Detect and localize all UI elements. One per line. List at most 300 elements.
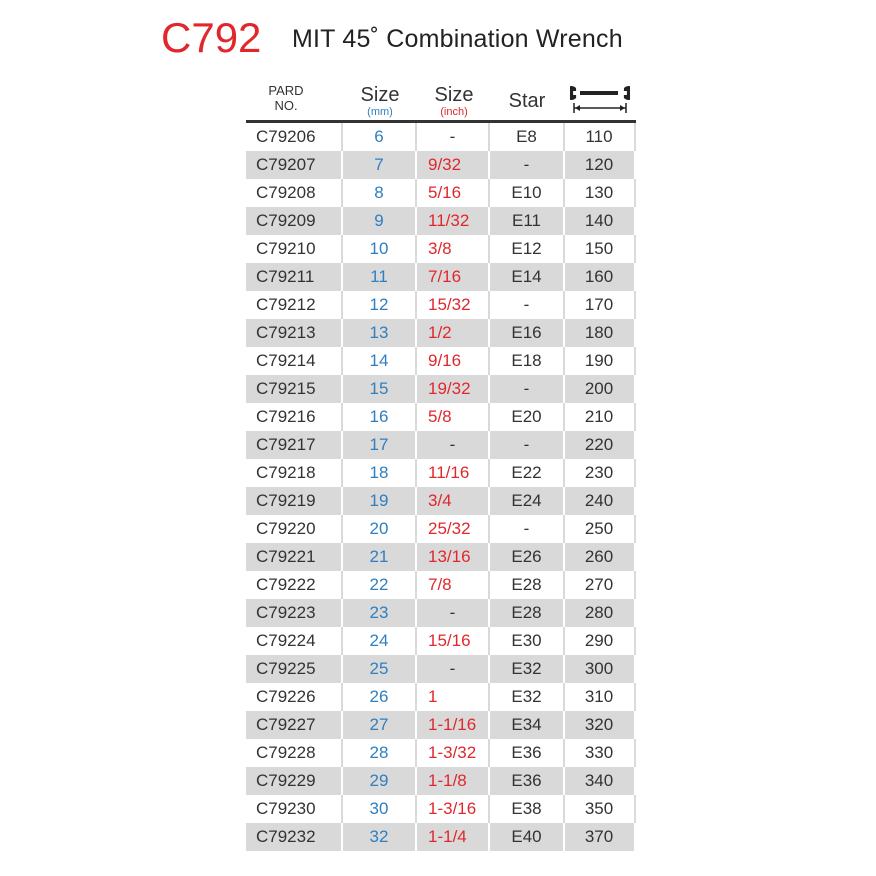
column-divider xyxy=(341,375,343,403)
size-inch-cell: 5/16 xyxy=(428,183,462,202)
spec-table xyxy=(246,80,636,851)
star-size-cell: E8 xyxy=(516,127,537,146)
size-mm-cell: 26 xyxy=(369,687,389,706)
column-divider xyxy=(563,403,565,431)
column-divider xyxy=(341,235,343,263)
column-divider xyxy=(563,571,565,599)
length-cell: 160 xyxy=(584,267,614,286)
column-divider xyxy=(488,123,490,151)
column-divider xyxy=(488,151,490,179)
column-divider xyxy=(415,347,417,375)
star-size-cell: E36 xyxy=(511,771,542,790)
length-cell: 300 xyxy=(584,659,614,678)
size-mm-cell: 22 xyxy=(369,575,389,594)
column-divider xyxy=(563,655,565,683)
size-inch-cell: - xyxy=(449,127,456,146)
part-number-cell: C79232 xyxy=(256,827,316,846)
table-row xyxy=(246,683,636,711)
column-divider xyxy=(634,599,636,627)
column-divider xyxy=(415,767,417,795)
star-size-cell: E20 xyxy=(511,407,542,426)
table-row xyxy=(246,207,636,235)
size-mm-cell: 16 xyxy=(369,407,389,426)
column-divider xyxy=(341,487,343,515)
column-divider xyxy=(634,151,636,179)
part-number-cell: C79208 xyxy=(256,183,316,202)
table-row xyxy=(246,571,636,599)
column-divider xyxy=(563,151,565,179)
size-inch-cell: 1/2 xyxy=(428,323,452,342)
column-divider xyxy=(563,515,565,543)
column-divider xyxy=(341,403,343,431)
length-cell: 220 xyxy=(584,435,614,454)
table-row xyxy=(246,655,636,683)
length-cell: 280 xyxy=(584,603,614,622)
size-inch-cell: 25/32 xyxy=(428,519,471,538)
size-inch-cell: 11/32 xyxy=(428,211,470,230)
length-cell: 200 xyxy=(584,379,614,398)
part-number-cell: C79216 xyxy=(256,407,316,426)
length-cell: 240 xyxy=(584,491,614,510)
column-divider xyxy=(488,655,490,683)
column-divider xyxy=(488,711,490,739)
size-mm-cell: 17 xyxy=(369,435,389,454)
header-size-inch-unit: (inch) xyxy=(440,106,468,118)
column-divider xyxy=(488,179,490,207)
star-size-cell: E26 xyxy=(511,547,542,566)
table-row xyxy=(246,431,636,459)
size-inch-cell: 1-1/8 xyxy=(428,771,467,790)
table-row xyxy=(246,627,636,655)
column-divider xyxy=(563,235,565,263)
header-part-line1: PARD xyxy=(268,83,304,98)
column-divider xyxy=(634,543,636,571)
column-divider xyxy=(341,683,343,711)
column-divider xyxy=(415,515,417,543)
column-divider xyxy=(634,235,636,263)
column-divider xyxy=(488,515,490,543)
size-mm-cell: 25 xyxy=(369,659,389,678)
size-mm-cell: 24 xyxy=(369,631,389,650)
size-mm-cell: 32 xyxy=(369,827,389,846)
star-size-cell: - xyxy=(523,435,530,454)
column-divider xyxy=(415,739,417,767)
table-row xyxy=(246,319,636,347)
column-divider xyxy=(415,291,417,319)
star-size-cell: E32 xyxy=(511,659,542,678)
column-divider xyxy=(488,823,490,851)
column-divider xyxy=(634,459,636,487)
length-cell: 370 xyxy=(584,827,614,846)
column-divider xyxy=(634,263,636,291)
star-size-cell: E24 xyxy=(511,491,542,510)
column-divider xyxy=(634,823,636,851)
column-divider xyxy=(634,291,636,319)
length-cell: 310 xyxy=(584,687,614,706)
column-divider xyxy=(341,123,343,151)
length-cell: 140 xyxy=(584,211,614,230)
column-divider xyxy=(488,543,490,571)
column-divider xyxy=(415,375,417,403)
column-divider xyxy=(563,767,565,795)
size-mm-cell: 23 xyxy=(369,603,389,622)
size-inch-cell: 15/16 xyxy=(428,631,471,650)
column-divider xyxy=(415,403,417,431)
column-divider xyxy=(415,319,417,347)
column-divider xyxy=(415,459,417,487)
size-mm-cell: 9 xyxy=(374,211,384,230)
column-divider xyxy=(563,683,565,711)
length-cell: 170 xyxy=(584,295,614,314)
table-row xyxy=(246,599,636,627)
part-number-cell: C79226 xyxy=(256,687,316,706)
column-divider xyxy=(634,375,636,403)
star-size-cell: E14 xyxy=(511,267,542,286)
header-size-inch xyxy=(416,84,492,118)
star-size-cell: - xyxy=(523,519,530,538)
size-mm-cell: 29 xyxy=(369,771,389,790)
column-divider xyxy=(415,543,417,571)
table-row xyxy=(246,459,636,487)
size-inch-cell: 1-3/32 xyxy=(428,743,477,762)
column-divider xyxy=(341,459,343,487)
column-divider xyxy=(341,711,343,739)
column-divider xyxy=(415,235,417,263)
part-number-cell: C79223 xyxy=(256,603,316,622)
column-divider xyxy=(563,487,565,515)
table-row xyxy=(246,515,636,543)
column-divider xyxy=(341,207,343,235)
column-divider xyxy=(415,795,417,823)
column-divider xyxy=(341,179,343,207)
part-number-cell: C79229 xyxy=(256,771,316,790)
column-divider xyxy=(563,739,565,767)
column-divider xyxy=(415,151,417,179)
column-divider xyxy=(563,179,565,207)
column-divider xyxy=(415,123,417,151)
column-divider xyxy=(341,599,343,627)
star-size-cell: - xyxy=(523,379,530,398)
size-inch-cell: 7/8 xyxy=(428,575,452,594)
length-cell: 270 xyxy=(584,575,614,594)
length-cell: 330 xyxy=(584,743,614,762)
header-star: Star xyxy=(508,90,546,112)
size-mm-cell: 18 xyxy=(369,463,389,482)
part-number-cell: C79215 xyxy=(256,379,316,398)
column-divider xyxy=(563,347,565,375)
length-cell: 230 xyxy=(584,463,614,482)
column-divider xyxy=(488,319,490,347)
length-cell: 180 xyxy=(584,323,614,342)
length-cell: 290 xyxy=(584,631,614,650)
table-row xyxy=(246,291,636,319)
part-number-cell: C79209 xyxy=(256,211,316,230)
table-row xyxy=(246,347,636,375)
size-inch-cell: 19/32 xyxy=(428,379,471,398)
size-inch-cell: 1-1/16 xyxy=(428,715,477,734)
size-mm-cell: 13 xyxy=(369,323,389,342)
column-divider xyxy=(563,459,565,487)
column-divider xyxy=(634,515,636,543)
column-divider xyxy=(563,711,565,739)
star-size-cell: - xyxy=(523,295,530,314)
column-divider xyxy=(415,179,417,207)
column-divider xyxy=(634,347,636,375)
column-divider xyxy=(563,627,565,655)
table-row xyxy=(246,123,636,151)
header-size-mm-unit: (mm) xyxy=(367,106,393,118)
part-number-cell: C79224 xyxy=(256,631,316,650)
star-size-cell: E34 xyxy=(511,715,542,734)
column-divider xyxy=(415,683,417,711)
part-number-cell: C79222 xyxy=(256,575,316,594)
size-mm-cell: 6 xyxy=(374,127,384,146)
size-mm-cell: 30 xyxy=(369,799,389,818)
table-row xyxy=(246,823,636,851)
star-size-cell: E30 xyxy=(511,631,542,650)
column-divider xyxy=(341,515,343,543)
column-divider xyxy=(488,487,490,515)
column-divider xyxy=(488,627,490,655)
column-divider xyxy=(634,571,636,599)
part-number-cell: C79228 xyxy=(256,743,316,762)
part-number-cell: C79213 xyxy=(256,323,316,342)
column-divider xyxy=(634,207,636,235)
column-divider xyxy=(563,291,565,319)
table-row xyxy=(246,711,636,739)
size-inch-cell: 3/4 xyxy=(428,491,452,510)
column-divider xyxy=(341,263,343,291)
part-number-cell: C79212 xyxy=(256,295,316,314)
column-divider xyxy=(563,543,565,571)
column-divider xyxy=(341,627,343,655)
length-cell: 260 xyxy=(584,547,614,566)
size-mm-cell: 28 xyxy=(369,743,389,762)
column-divider xyxy=(415,431,417,459)
star-size-cell: E28 xyxy=(511,603,542,622)
column-divider xyxy=(341,319,343,347)
column-divider xyxy=(563,823,565,851)
column-divider xyxy=(415,599,417,627)
star-size-cell: E16 xyxy=(511,323,542,342)
column-divider xyxy=(634,767,636,795)
column-divider xyxy=(415,711,417,739)
part-number-cell: C79214 xyxy=(256,351,316,370)
column-divider xyxy=(488,739,490,767)
column-divider xyxy=(488,375,490,403)
column-divider xyxy=(488,795,490,823)
column-divider xyxy=(634,123,636,151)
size-inch-cell: - xyxy=(449,603,456,622)
size-mm-cell: 12 xyxy=(369,295,389,314)
size-mm-cell: 14 xyxy=(369,351,389,370)
table-header xyxy=(246,80,636,123)
column-divider xyxy=(341,291,343,319)
size-mm-cell: 27 xyxy=(369,715,389,734)
table-row xyxy=(246,403,636,431)
size-mm-cell: 19 xyxy=(369,491,389,510)
length-cell: 190 xyxy=(584,351,614,370)
column-divider xyxy=(634,739,636,767)
size-inch-cell: 11/16 xyxy=(428,463,470,482)
part-number-cell: C79227 xyxy=(256,715,316,734)
column-divider xyxy=(563,263,565,291)
column-divider xyxy=(341,795,343,823)
column-divider xyxy=(488,207,490,235)
size-mm-cell: 8 xyxy=(374,183,384,202)
length-cell: 250 xyxy=(584,519,614,538)
star-size-cell: E18 xyxy=(511,351,542,370)
column-divider xyxy=(634,179,636,207)
column-divider xyxy=(634,627,636,655)
size-inch-cell: 7/16 xyxy=(428,267,462,286)
part-number-cell: C79211 xyxy=(256,267,315,286)
column-divider xyxy=(634,431,636,459)
size-inch-cell: 15/32 xyxy=(428,295,471,314)
column-divider xyxy=(563,795,565,823)
size-mm-cell: 21 xyxy=(369,547,389,566)
length-cell: 150 xyxy=(584,239,614,258)
part-number-cell: C79220 xyxy=(256,519,316,538)
star-size-cell: E28 xyxy=(511,575,542,594)
table-row xyxy=(246,543,636,571)
header-size-mm-label: Size xyxy=(360,84,400,106)
star-size-cell: E38 xyxy=(511,799,542,818)
table-body xyxy=(246,123,636,851)
column-divider xyxy=(341,151,343,179)
column-divider xyxy=(488,599,490,627)
column-divider xyxy=(341,431,343,459)
column-divider xyxy=(634,795,636,823)
column-divider xyxy=(415,487,417,515)
length-cell: 120 xyxy=(584,155,614,174)
size-inch-cell: 3/8 xyxy=(428,239,452,258)
table-row xyxy=(246,739,636,767)
table-row xyxy=(246,487,636,515)
size-inch-cell: 1-3/16 xyxy=(428,799,477,818)
star-size-cell: E22 xyxy=(511,463,542,482)
column-divider xyxy=(341,823,343,851)
column-divider xyxy=(488,263,490,291)
column-divider xyxy=(341,347,343,375)
column-divider xyxy=(488,571,490,599)
size-inch-cell: 13/16 xyxy=(428,547,471,566)
column-divider xyxy=(341,655,343,683)
column-divider xyxy=(563,599,565,627)
column-divider xyxy=(341,571,343,599)
column-divider xyxy=(563,375,565,403)
length-cell: 340 xyxy=(584,771,614,790)
column-divider xyxy=(415,207,417,235)
part-number-cell: C79230 xyxy=(256,799,316,818)
size-inch-cell: 5/8 xyxy=(428,407,452,426)
column-divider xyxy=(634,403,636,431)
size-inch-cell: - xyxy=(449,659,456,678)
column-divider xyxy=(488,347,490,375)
header-size-inch-label: Size xyxy=(434,84,474,106)
table-row xyxy=(246,767,636,795)
size-mm-cell: 20 xyxy=(369,519,389,538)
star-size-cell: E11 xyxy=(512,211,541,230)
star-size-cell: E12 xyxy=(511,239,542,258)
header-length xyxy=(564,84,636,119)
size-inch-cell: - xyxy=(449,435,456,454)
table-row xyxy=(246,151,636,179)
column-divider xyxy=(415,627,417,655)
header-part-line2: NO. xyxy=(274,98,298,113)
column-divider xyxy=(415,571,417,599)
column-divider xyxy=(634,683,636,711)
column-divider xyxy=(415,655,417,683)
star-size-cell: E10 xyxy=(511,183,542,202)
column-divider xyxy=(415,823,417,851)
column-divider xyxy=(634,655,636,683)
star-size-cell: E32 xyxy=(511,687,542,706)
table-row xyxy=(246,263,636,291)
column-divider xyxy=(488,431,490,459)
length-cell: 110 xyxy=(585,127,613,146)
column-divider xyxy=(488,459,490,487)
table-row xyxy=(246,795,636,823)
column-divider xyxy=(634,711,636,739)
column-divider xyxy=(341,543,343,571)
column-divider xyxy=(341,739,343,767)
size-inch-cell: 9/32 xyxy=(428,155,462,174)
part-number-cell: C79225 xyxy=(256,659,316,678)
size-mm-cell: 10 xyxy=(369,239,389,258)
wrench-length-icon xyxy=(570,84,630,114)
column-divider xyxy=(488,291,490,319)
length-cell: 320 xyxy=(584,715,614,734)
length-cell: 210 xyxy=(584,407,614,426)
column-divider xyxy=(488,403,490,431)
part-number-cell: C79218 xyxy=(256,463,316,482)
header-part-number xyxy=(246,83,326,113)
product-code-title: C792 xyxy=(161,14,262,61)
column-divider xyxy=(563,207,565,235)
table-row xyxy=(246,375,636,403)
star-size-cell: E36 xyxy=(511,743,542,762)
column-divider xyxy=(563,123,565,151)
star-size-cell: - xyxy=(523,155,530,174)
column-divider xyxy=(563,431,565,459)
part-number-cell: C79206 xyxy=(256,127,316,146)
star-size-cell: E40 xyxy=(511,827,542,846)
column-divider xyxy=(634,487,636,515)
column-divider xyxy=(341,767,343,795)
column-divider xyxy=(488,683,490,711)
part-number-cell: C79219 xyxy=(256,491,316,510)
part-number-cell: C79217 xyxy=(256,435,316,454)
length-cell: 130 xyxy=(584,183,614,202)
column-divider xyxy=(488,767,490,795)
length-cell: 350 xyxy=(584,799,614,818)
size-mm-cell: 15 xyxy=(369,379,389,398)
part-number-cell: C79210 xyxy=(256,239,316,258)
table-row xyxy=(246,179,636,207)
part-number-cell: C79207 xyxy=(256,155,316,174)
column-divider xyxy=(563,319,565,347)
size-mm-cell: 7 xyxy=(374,155,384,174)
header-size-mm xyxy=(342,84,418,118)
size-inch-cell: 1-1/4 xyxy=(428,827,467,846)
size-mm-cell: 11 xyxy=(370,267,388,286)
column-divider xyxy=(488,235,490,263)
size-inch-cell: 1 xyxy=(428,687,438,706)
column-divider xyxy=(415,263,417,291)
product-name-title: MIT 45˚ Combination Wrench xyxy=(292,25,623,53)
part-number-cell: C79221 xyxy=(256,547,316,566)
